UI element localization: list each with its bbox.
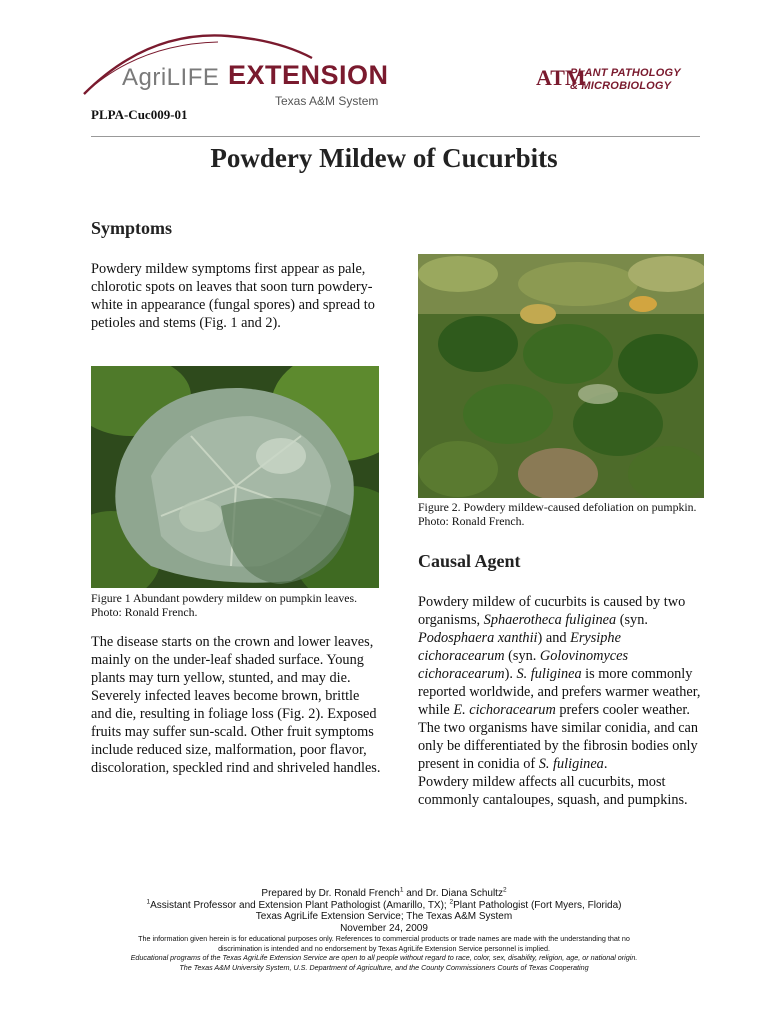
figure-1-caption: Figure 1 Abundant powdery mildew on pumpkin leaves. Photo: Ronald French. [91,591,358,619]
header-divider [91,136,700,137]
publication-date: November 24, 2009 [340,922,428,934]
symptoms-heading: Symptoms [91,218,173,238]
species-name: Podosphaera xanthii [418,630,538,646]
tamu-plant-pathology-logo [536,64,696,98]
species-name: E. cichoracearum [453,702,556,718]
logo-subtitle: Texas A&M System [275,94,379,108]
logo-agri-text: AgriLIFE [122,64,220,91]
figure-2-photo [418,254,704,498]
logo-extension-text: EXTENSION [228,60,389,90]
page-title: Powdery Mildew of Cucurbits [210,143,558,173]
causal-agent-heading: Causal Agent [418,551,521,571]
author-affiliations: $^1$Assistant Professor and Extension Plant Pathologist (Amarillo, TX); $^2$Plant Pathologist (Fort Myers, Florida) [146,898,622,911]
figure-2-caption: Figure 2. Powdery mildew-caused defoliation on pumpkin. Photo: Ronald French. [418,500,697,528]
figure-1-photo [91,366,379,588]
disclaimer-line-1: The information given herein is for educational purposes only. References to commercial products or trade names are made with the understanding that no [138,934,630,943]
species-name: S. fuliginea [516,666,582,682]
document-id: PLPA-Cuc009-01 [91,107,188,122]
disclaimer-line-2: discrimination is intended and no endorsement by Texas AgriLife Extension Service personnel is implied. [218,943,550,953]
tamu-mark: ATM [536,65,586,90]
symptoms-paragraph-2: The disease starts on the crown and lower leaves, mainly on the under-leaf shaded surface. Young plants may turn yellow, stunted, and may die. Severely infected leaves become brown, brittle and die, resulting in foliage loss (Fig. 2). Exposed fruits may suffer sun-scald. Other fruit symptoms include reduced size, malformation, poor flavor, discoloration, speckled rind and shriveled handles. [91,634,381,776]
agrilife-extension-logo [78,28,388,110]
symptoms-paragraph-1: Powdery mildew symptoms first appear as pale, chlorotic spots on leaves that soon turn powdery-white in appearance (fungal spores) and spread to petioles and stems (Fig. 1 and 2). [91,261,375,331]
prepared-by: Prepared by Dr. Ronald French$^1$ and Dr. Diana Schultz$^2$ [261,886,507,899]
species-name: Erysiphe cichoracearum [418,630,621,664]
cooperating-line: The Texas A&M University System, U.S. Department of Agriculture, and the County Commissioners Courts of Texas Cooperating [179,962,589,972]
dept-line-1: PLANT PATHOLOGY [570,67,681,79]
causal-agent-paragraph-2: Powdery mildew affects all cucurbits, most commonly cantaloupes, squash, and pumpkins. [418,774,688,808]
service-name: Texas AgriLife Extension Service; The Texas A&M System [255,911,513,922]
dept-line-2: & MICROBIOLOGY [570,80,672,92]
causal-agent-paragraph: Powdery mildew of cucurbits is caused by two organisms, Sphaerotheca fuliginea (syn. Podosphaera xanthii) and Erysiphe cichoracearum (syn. Golovinomyces cichoracearum). S. fuliginea is more commonly reported worldwide, and prefers warmer weather, while E. cichoracearum prefers cooler weather. The two organisms have similar conidia, and can only be differentiated by the fibrosin bodies only present in conidia of S. fuliginea. Powdery mildew affects all cucurbits, most commonly cantaloupes, squash, and pumpkins. [418,594,701,808]
footer [0,888,768,972]
species-name: Golovinomyces cichoracearum [418,648,629,682]
species-name: Sphaerotheca fuliginea [483,612,617,628]
equal-opportunity-line: Educational programs of the Texas AgriLife Extension Service are open to all people without regard to race, color, sex, disability, religion, age, or national origin. [130,953,638,962]
species-name: S. fuliginea [538,756,604,772]
